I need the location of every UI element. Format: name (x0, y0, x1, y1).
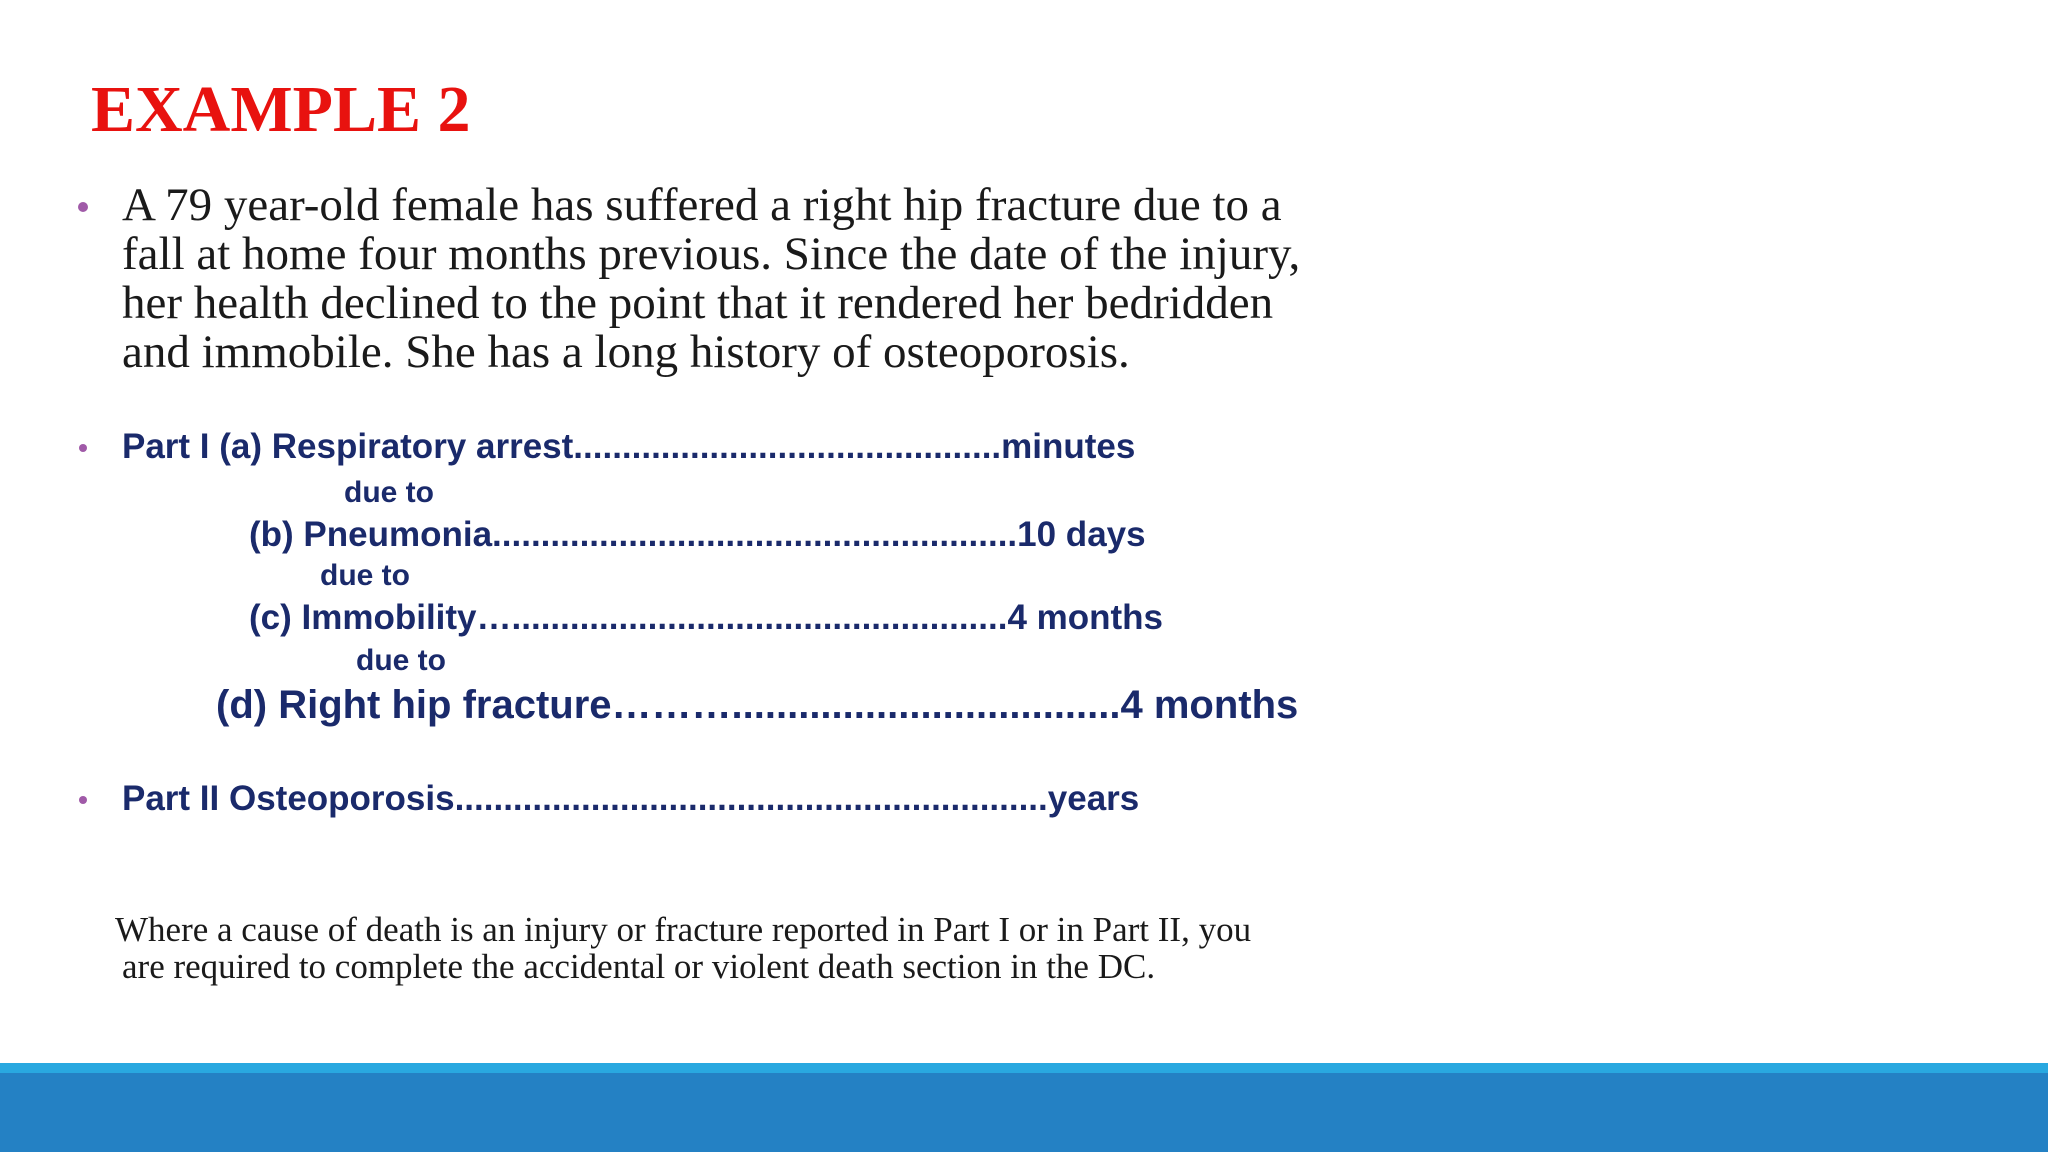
bullet-dot-icon (76, 793, 90, 807)
due-to-label: due to (356, 644, 446, 677)
case-description-line: fall at home four months previous. Since the date of the injury, (122, 228, 1301, 280)
footer-stripe (0, 1063, 2048, 1073)
part-one-line-a: Part I (a) Respiratory arrest............................................minutes (122, 427, 1136, 466)
footer-bar (0, 1073, 2048, 1152)
injury-note-line: Where a cause of death is an injury or fracture reported in Part I or in Part II, you (115, 910, 1252, 949)
part-one-line-b: (b) Pneumonia......................................................10 days (249, 515, 1146, 554)
injury-note (115, 911, 1555, 985)
due-to-label: due to (320, 559, 410, 592)
part-two-line: Part II Osteoporosis.............................................................years (122, 779, 1140, 818)
due-to-label: due to (344, 476, 434, 509)
case-description-line: and immobile. She has a long history of osteoporosis. (122, 326, 1130, 378)
case-description-line: A 79 year-old female has suffered a right hip fracture due to a (122, 179, 1282, 231)
part-one-line-d: (d) Right hip fracture………...................................4 months (216, 683, 1299, 727)
case-description (122, 181, 1572, 377)
part-one-line-c: (c) Immobility…...................................................4 months (249, 598, 1164, 637)
bullet-dot-icon (76, 200, 90, 214)
bullet-dot-icon (76, 441, 90, 455)
slide-title: EXAMPLE 2 (91, 73, 471, 146)
injury-note-line: are required to complete the accidental or violent death section in the DC. (122, 947, 1156, 986)
case-description-line: her health declined to the point that it rendered her bedridden (122, 277, 1274, 329)
